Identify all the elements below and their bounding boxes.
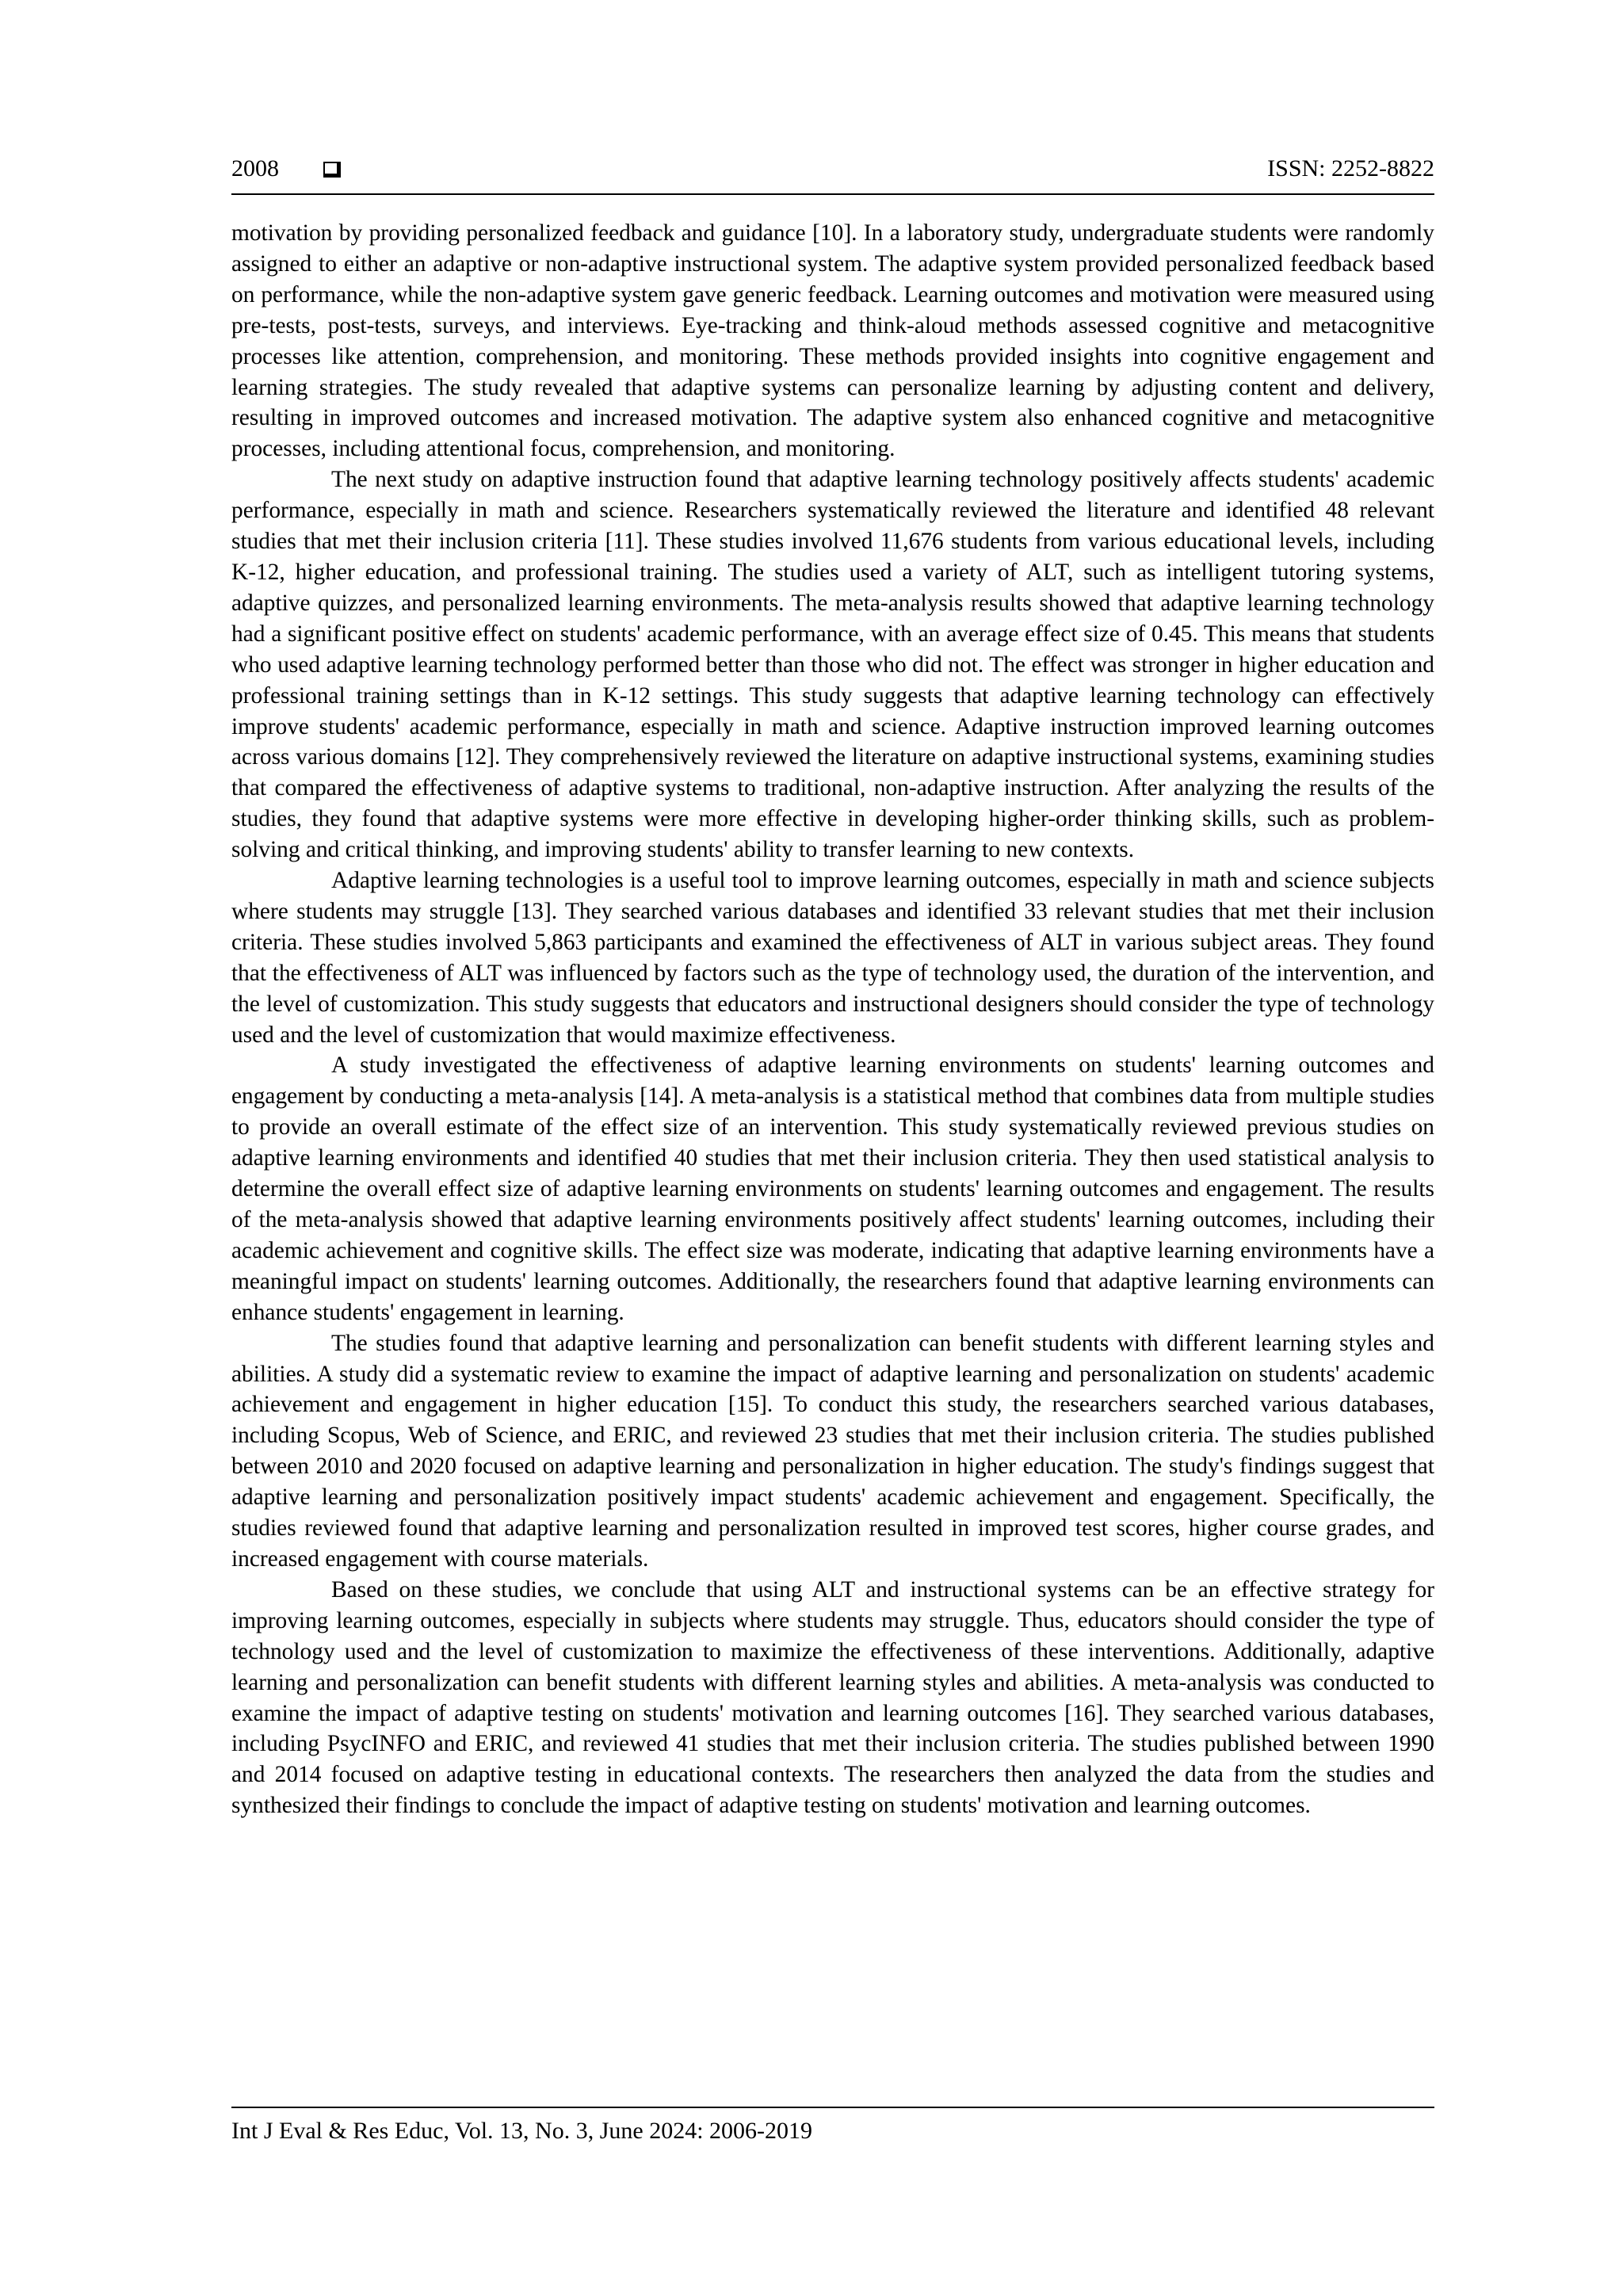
paragraph-adaptive-technologies: Adaptive learning technologies is a useful tool to improve learning outcomes, especially in math and science subjects where students may struggle [13]. They searched various databases and identified 33 relevant studies that met their inclusion criteria. These studies involved 5,863 participants and examined the effectiveness of ALT in various subject areas. They found that the effectiveness of ALT was influenced by factors such as the type of technology used, the duration of the intervention, and the level of customization. This study suggests that educators and instructional designers should consider the type of technology used and the level of customization that would maximize effectiveness. [231, 868, 1434, 1048]
issn-label: ISSN: 2252-8822 [1267, 155, 1434, 181]
square-outline-icon [323, 162, 341, 178]
page-number: 2008 [231, 155, 279, 181]
page-header [231, 155, 1434, 195]
paragraph-personalization: The studies found that adaptive learning and personalization can benefit students with different learning styles and abilities. A study did a systematic review to examine the impact of adaptive learning and personalization on students' academic achievement and engagement in higher education [15]. To conduct this study, the researchers searched various databases, including Scopus, Web of Science, and ERIC, and reviewed 23 studies that met their inclusion criteria. The studies published between 2010 and 2020 focused on adaptive learning and personalization in higher education. The study's findings suggest that adaptive learning and personalization positively impact students' academic achievement and engagement. Specifically, the studies reviewed found that adaptive learning and personalization resulted in improved test scores, higher course grades, and increased engagement with course materials. [231, 1330, 1434, 1572]
paragraph-meta-analysis: A study investigated the effectiveness of adaptive learning environments on students' learning outcomes and engagement by conducting a meta-analysis [14]. A meta-analysis is a statistical method that combines data from multiple studies to provide an overall estimate of the effect size of an intervention. This study systematically reviewed previous studies on adaptive learning environments and identified 40 studies that met their inclusion criteria. They then used statistical analysis to determine the overall effect size of adaptive learning environments on students' learning outcomes and engagement. The results of the meta-analysis showed that adaptive learning environments positively affect students' learning outcomes, including their academic achievement and cognitive skills. The effect size was moderate, indicating that adaptive learning environments have a meaningful impact on students' learning outcomes. Additionally, the researchers found that adaptive learning environments can enhance students' engagement in learning. [231, 1052, 1434, 1325]
paragraph-conclusion: Based on these studies, we conclude that using ALT and instructional systems can be an effective strategy for improving learning outcomes, especially in subjects where students may struggle. Thus, educators should consider the type of technology used and the level of customization to maximize the effectiveness of these interventions. Additionally, adaptive learning and personalization can benefit students with different learning styles and abilities. A meta-analysis was conducted to examine the impact of adaptive testing on students' motivation and learning outcomes [16]. They searched various databases, including PsycINFO and ERIC, and reviewed 41 studies that met their inclusion criteria. The studies published between 1990 and 2014 focused on adaptive testing in educational contexts. The researchers then analyzed the data from the studies and synthesized their findings to conclude the impact of adaptive testing on students' motivation and learning outcomes. [231, 1576, 1434, 1819]
journal-citation: Int J Eval & Res Educ, Vol. 13, No. 3, June 2024: 2006-2019 [231, 2118, 813, 2144]
paragraph-continued: motivation by providing personalized feedback and guidance [10]. In a laboratory study, undergraduate students were randomly assigned to either an adaptive or non-adaptive instructional system. The adaptive system provided personalized feedback based on performance, while the non-adaptive system gave generic feedback. Learning outcomes and motivation were measured using pre-tests, post-tests, surveys, and interviews. Eye-tracking and think-aloud methods assessed cognitive and metacognitive processes like attention, comprehension, and monitoring. These methods provided insights into cognitive engagement and learning strategies. The study revealed that adaptive systems can personalize learning by adjusting content and delivery, resulting in improved outcomes and increased motivation. The adaptive system also enhanced cognitive and metacognitive processes, including attentional focus, comprehension, and monitoring. [231, 220, 1434, 462]
paragraph-adaptive-instruction: The next study on adaptive instruction found that adaptive learning technology positively affects students' academic performance, especially in math and science. Researchers systematically reviewed the literature and identified 48 relevant studies that met their inclusion criteria [11]. These studies involved 11,676 students from various educational levels, including K-12, higher education, and professional training. The studies used a variety of ALT, such as intelligent tutoring systems, adaptive quizzes, and personalized learning environments. The meta-analysis results showed that adaptive learning technology had a significant positive effect on students' academic performance, with an average effect size of 0.45. This means that students who used adaptive learning technology performed better than those who did not. The effect was stronger in higher education and professional training settings than in K-12 settings. This study suggests that adaptive learning technology can effectively improve students' academic performance, especially in math and science. Adaptive instruction improved learning outcomes across various domains [12]. They comprehensively reviewed the literature on adaptive instructional systems, examining studies that compared the effectiveness of adaptive systems to traditional, non-adaptive instruction. After analyzing the results of the studies, they found that adaptive systems were more effective in developing higher-order thinking skills, such as problem-solving and critical thinking, and improving students' ability to transfer learning to new contexts. [231, 467, 1434, 863]
page-footer [231, 2107, 1434, 2145]
article-body [231, 218, 1434, 1821]
